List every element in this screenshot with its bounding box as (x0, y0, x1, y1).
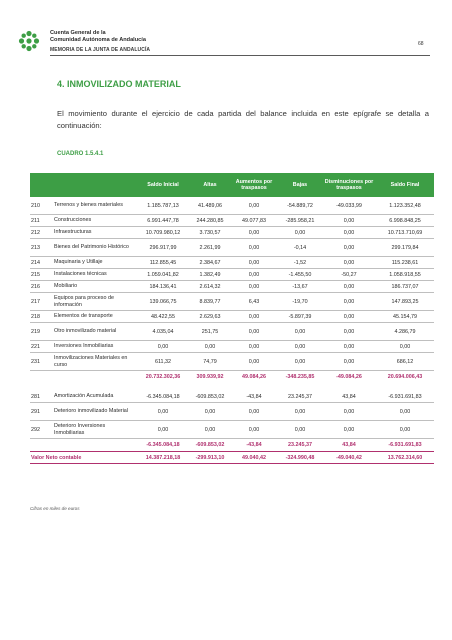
table-row (30, 269, 434, 281)
table-cell: 2.629,63 (199, 313, 221, 320)
junta-andalucia-logo-icon (18, 30, 40, 52)
table-cell: 0,00 (343, 259, 355, 266)
table-cell: 0,00 (294, 408, 306, 415)
table-cell: 686,12 (396, 358, 414, 365)
row-label: Instalaciones técnicas (54, 271, 107, 278)
table-cell: 20.694.006,43 (387, 374, 423, 380)
table-cell: 1.058.918,55 (389, 271, 421, 278)
table-cell: 0,00 (399, 426, 411, 433)
table-row (30, 391, 434, 403)
table-cell: 74,79 (203, 358, 217, 365)
table-cell: 1.382,49 (199, 271, 221, 278)
row-label: Construcciones (54, 217, 92, 224)
table-row (30, 197, 434, 215)
table-cell: 4.286,79 (394, 328, 416, 335)
table-cell: 0,00 (248, 343, 260, 350)
table-row (30, 215, 434, 227)
row-label: Inmovilizaciones Materiales en curso (54, 354, 128, 368)
table-cell: -324.990,48 (285, 454, 315, 461)
table-cell: 48.422,55 (151, 313, 175, 320)
row-label: Mobiliario (54, 283, 78, 290)
table-cell: 112.855,45 (149, 259, 177, 266)
table-cell: 6,43 (248, 298, 260, 305)
organization-name (50, 30, 146, 44)
table-cell: 0,00 (248, 202, 260, 209)
table-cell: 1.185.787,13 (147, 202, 179, 209)
table-cell: 0,00 (343, 298, 355, 305)
table-cell: 6.998.848,25 (389, 217, 421, 224)
table-caption: CUADRO 1.5.4.1 (57, 151, 104, 157)
table-cell: -6.345.084,18 (146, 393, 180, 400)
table-row (30, 353, 434, 371)
row-code: 292 (31, 426, 40, 433)
table-cell: -1.455,50 (288, 271, 312, 278)
table-cell: 296.917,99 (149, 244, 177, 251)
table-cell: -6.931.691,83 (388, 442, 422, 448)
table-cell: -43,84 (246, 393, 262, 400)
row-label: Terrenos y bienes materiales (54, 202, 123, 209)
table-cell: 6.991.447,78 (147, 217, 179, 224)
table-note: Cifras en miles de euros (30, 506, 80, 511)
table-cell: 139.066,75 (149, 298, 177, 305)
intro-paragraph: El movimiento durante el ejercicio de cada partida del balance incluida en este epígrafe se detalla a continuación: (57, 109, 429, 130)
table-row (30, 239, 434, 257)
row-code: 281 (31, 393, 40, 400)
table-cell: 0,00 (294, 229, 306, 236)
table-cell: 3.730,57 (199, 229, 221, 236)
table-cell: -43,84 (246, 442, 262, 448)
col-header-altas: Altas (203, 181, 217, 188)
table-cell: 0,00 (294, 358, 306, 365)
col-header-saldo-inicial: Saldo Inicial (147, 181, 179, 188)
table-cell: 184.136,41 (149, 283, 177, 290)
table-cell: 0,00 (248, 244, 260, 251)
table-cell: 14.387.218,18 (145, 454, 181, 461)
table-cell: 251,75 (201, 328, 219, 335)
row-label: Elementos de transporte (54, 313, 113, 320)
table-cell: -609.853,02 (195, 393, 225, 400)
col-header-aumentos: Aumentos por traspasos (235, 178, 273, 191)
table-cell: -1,52 (293, 259, 307, 266)
document-subtitle: MEMORIA DE LA JUNTA DE ANDALUCÍA (50, 47, 151, 53)
table-cell: 43,84 (342, 442, 356, 448)
table-row (30, 281, 434, 293)
row-code: 210 (31, 202, 40, 209)
table-header (30, 173, 434, 197)
col-header-disminuciones: Disminuciones por traspasos (324, 178, 374, 191)
row-code: 216 (31, 283, 40, 290)
row-label: Maquinaria y Utillaje (54, 259, 103, 266)
table-cell: 49.077,83 (242, 217, 266, 224)
row-label: Inversiones Inmobiliarias (54, 343, 114, 350)
table-cell: -609.853,02 (195, 442, 225, 448)
row-code: 221 (31, 343, 40, 350)
table-cell: 0,00 (343, 358, 355, 365)
inmovilizado-table (30, 173, 434, 464)
table-cell: 0,00 (248, 271, 260, 278)
row-label: Otro inmovilizado material (54, 328, 117, 335)
table-cell: -6.931.691,83 (388, 393, 422, 400)
table-row (30, 421, 434, 439)
table-cell: 309.939,92 (196, 374, 224, 380)
table-cell: 0,00 (157, 426, 169, 433)
table-cell: -348.235,85 (285, 374, 315, 380)
table-cell: 0,00 (343, 328, 355, 335)
table-cell: 4.035,04 (152, 328, 174, 335)
table-cell: 0,00 (248, 426, 260, 433)
table-cell: -49.033,99 (336, 202, 362, 209)
table-cell: 115.238,61 (391, 259, 419, 266)
table-cell: 0,00 (343, 426, 355, 433)
row-code: 215 (31, 271, 40, 278)
row-code: 291 (31, 408, 40, 415)
table-spacer (30, 383, 434, 391)
table-cell: 43,84 (342, 393, 356, 400)
row-code: 213 (31, 244, 40, 251)
row-label: Deterioro inmovilizado Material (54, 408, 129, 415)
table-cell: 1.059.041,82 (147, 271, 179, 278)
table-cell: 1.123.352,48 (389, 202, 421, 209)
table-cell: -19,70 (292, 298, 308, 305)
table-cell: 611,32 (154, 358, 172, 365)
table-cell: 0,00 (248, 408, 260, 415)
table-cell: 2.384,67 (199, 259, 221, 266)
table-cell: 0,00 (294, 328, 306, 335)
table-cell: 0,00 (248, 328, 260, 335)
table-cell: 10.709.980,12 (145, 229, 181, 236)
subtotal-row (30, 439, 434, 451)
table-row (30, 403, 434, 421)
table-cell: 2.614,32 (199, 283, 221, 290)
table-cell: -54.889,72 (287, 202, 313, 209)
row-code: 212 (31, 229, 40, 236)
table-cell: 49.040,42 (242, 454, 266, 461)
table-cell: 147.893,25 (391, 298, 419, 305)
table-row (30, 257, 434, 269)
table-cell: 0,00 (343, 229, 355, 236)
table-cell: -13,67 (292, 283, 308, 290)
table-cell: 0,00 (343, 313, 355, 320)
org-line-1: Cuenta General de la (50, 30, 106, 36)
header-divider (50, 55, 430, 56)
table-cell: 0,00 (343, 408, 355, 415)
table-cell: 45.154,79 (393, 313, 417, 320)
row-code: 218 (31, 313, 40, 320)
table-cell: 0,00 (343, 343, 355, 350)
table-cell: -49.040,42 (336, 454, 362, 461)
row-label: Infraestructuras (54, 229, 92, 236)
row-code: 211 (31, 217, 40, 224)
table-cell: 8.839,77 (199, 298, 221, 305)
table-cell: 41.489,06 (198, 202, 222, 209)
table-cell: 49.084,26 (242, 374, 266, 380)
table-cell: 0,00 (157, 343, 169, 350)
table-cell: 23.245,37 (288, 393, 312, 400)
table-cell: 0,00 (248, 259, 260, 266)
table-cell: -5.897,39 (288, 313, 312, 320)
table-cell: 10.713.710,69 (387, 229, 423, 236)
table-cell: 299.179,84 (391, 244, 419, 251)
row-code: 217 (31, 298, 40, 305)
table-cell: 0,00 (294, 426, 306, 433)
valor-neto-row (30, 451, 434, 464)
table-row (30, 311, 434, 323)
table-cell: 0,00 (248, 229, 260, 236)
table-cell: -299.913,10 (195, 454, 225, 461)
table-row (30, 227, 434, 239)
table-cell: -6.345.084,18 (146, 442, 180, 448)
row-label: Equipos para proceso de información (54, 294, 114, 308)
table-cell: 0,00 (343, 283, 355, 290)
table-cell: 0,00 (399, 343, 411, 350)
table-cell: 0,00 (343, 244, 355, 251)
table-row (30, 293, 434, 311)
table-cell: 0,00 (343, 217, 355, 224)
table-cell: -50,27 (341, 271, 357, 278)
col-header-saldo-final: Saldo Final (390, 181, 420, 188)
table-cell: 0,00 (204, 408, 216, 415)
row-label: Bienes del Patrimonio Histórico (54, 244, 129, 251)
table-cell: -0,14 (293, 244, 307, 251)
table-cell: 0,00 (248, 358, 260, 365)
valor-neto-label: Valor Neto contable (31, 454, 82, 461)
row-code: 214 (31, 259, 40, 266)
col-header-bajas: Bajas (292, 181, 308, 188)
row-label: Amortización Acumulada (54, 393, 114, 400)
row-code: 219 (31, 328, 40, 335)
table-cell: 2.261,99 (199, 244, 221, 251)
table-cell: 0,00 (248, 283, 260, 290)
table-cell: -285.958,21 (285, 217, 315, 224)
table-cell: 0,00 (294, 343, 306, 350)
row-code: 231 (31, 358, 40, 365)
table-cell: 244.280,85 (196, 217, 224, 224)
table-cell: 0,00 (204, 426, 216, 433)
row-label: Deterioro Inversiones Inmobiliarias (54, 422, 106, 436)
table-cell: -49.084,26 (336, 374, 362, 380)
org-line-2: Comunidad Autónoma de Andalucía (50, 37, 146, 43)
table-row (30, 323, 434, 341)
table-cell: 0,00 (399, 408, 411, 415)
table-body (30, 197, 434, 464)
table-cell: 13.762.314,60 (387, 454, 423, 461)
table-cell: 0,00 (157, 408, 169, 415)
subtotal-row (30, 371, 434, 383)
table-cell: 0,00 (204, 343, 216, 350)
table-cell: 186.737,07 (391, 283, 419, 290)
section-title: 4. INMOVILIZADO MATERIAL (57, 79, 181, 89)
table-row (30, 341, 434, 353)
table-cell: 0,00 (248, 313, 260, 320)
page-number: 68 (418, 41, 424, 47)
table-cell: 20.732.302,36 (145, 374, 181, 380)
table-cell: 23.245,37 (288, 442, 312, 448)
